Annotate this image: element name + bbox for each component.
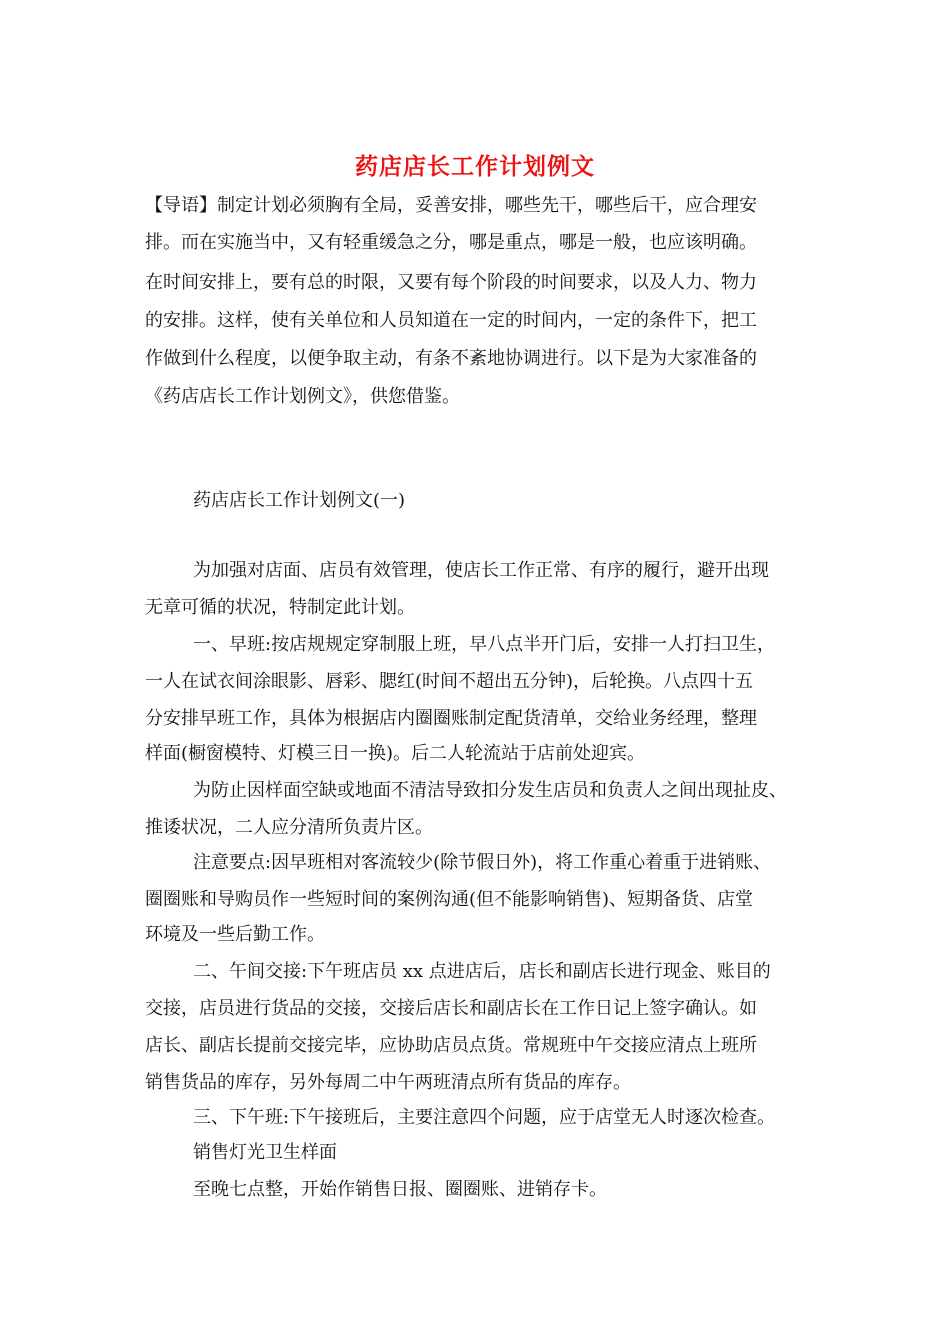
body-line-13: 交接，店员进行货品的交接，交接后店长和副店长在工作日记上签字确认。如 (145, 998, 757, 1019)
body-line-14: 店长、副店长提前交接完毕，应协助店员点货。常规班中午交接应清点上班所 (145, 1035, 757, 1056)
body-line-4: 一人在试衣间涂眼影、唇彩、腮红(时间不超出五分钟)，后轮换。八点四十五 (145, 671, 754, 692)
body-line-15: 销售货品的库存，另外每周二中午两班清点所有货品的库存。 (145, 1072, 631, 1093)
intro-line-4: 的安排。这样，使有关单位和人员知道在一定的时间内，一定的条件下，把工 (145, 310, 757, 331)
body-line-18: 至晚七点整，开始作销售日报、圈圈账、进销存卡。 (193, 1179, 607, 1200)
intro-line-3: 在时间安排上，要有总的时限，又要有每个阶段的时间要求，以及人力、物力 (145, 272, 757, 293)
body-line-6: 样面(橱窗模特、灯模三日一换)。后二人轮流站于店前处迎宾。 (145, 743, 646, 764)
body-line-9: 注意要点:因早班相对客流较少(除节假日外)，将工作重心着重于进销账、 (193, 852, 772, 873)
body-line-10: 圈圈账和导购员作一些短时间的案例沟通(但不能影响销售)、短期备货、店堂 (145, 889, 754, 910)
document-title: 药店店长工作计划例文 (355, 153, 595, 180)
body-line-2: 无章可循的状况，特制定此计划。 (145, 597, 415, 618)
body-line-17: 销售灯光卫生样面 (193, 1142, 337, 1163)
body-line-3: 一、早班:按店规规定穿制服上班，早八点半开门后，安排一人打扫卫生， (193, 634, 776, 655)
section-title: 药店店长工作计划例文(一) (193, 490, 406, 511)
body-line-12: 二、午间交接:下午班店员 xx 点进店后，店长和副店长进行现金、账目的 (193, 961, 771, 982)
body-line-7: 为防止因样面空缺或地面不清洁导致扣分发生店员和负责人之间出现扯皮、 (193, 780, 787, 801)
intro-line-1: 【导语】制定计划必须胸有全局，妥善安排，哪些先干，哪些后干，应合理安 (145, 195, 757, 216)
intro-line-6: 《药店店长工作计划例文》，供您借鉴。 (145, 386, 460, 407)
body-line-16: 三、下午班:下午接班后，主要注意四个问题，应于店堂无人时逐次检查。 (193, 1107, 776, 1128)
intro-line-2: 排。而在实施当中，又有轻重缓急之分，哪是重点，哪是一般，也应该明确。 (145, 232, 757, 253)
intro-line-5: 作做到什么程度，以便争取主动，有条不紊地协调进行。以下是为大家准备的 (145, 348, 757, 369)
body-line-1: 为加强对店面、店员有效管理，使店长工作正常、有序的履行，避开出现 (193, 560, 769, 581)
body-line-8: 推诿状况，二人应分清所负责片区。 (145, 817, 433, 838)
body-line-11: 环境及一些后勤工作。 (145, 924, 325, 945)
body-line-5: 分安排早班工作，具体为根据店内圈圈账制定配货清单，交给业务经理，整理 (145, 708, 757, 729)
